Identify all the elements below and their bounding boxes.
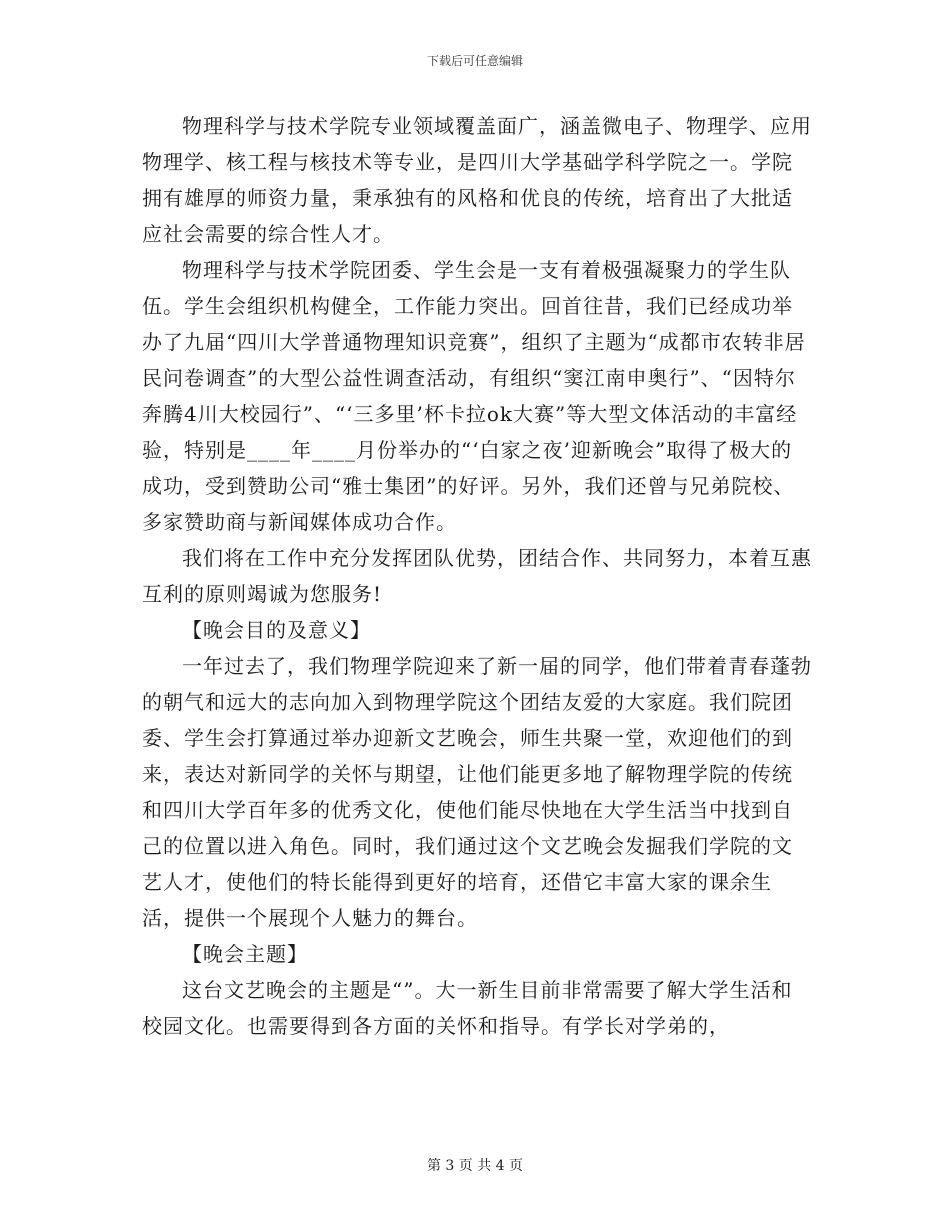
paragraph-student-union: 物理科学与技术学院团委、学生会是一支有着极强凝聚力的学生队伍。学生会组织机构健全，工作能力突出。回首往昔，我们已经成功举办了九届“四川大学普通物理知识竞赛”，组织了主题为“成都市农转非居民问卷调查”的大型公益性调查活动，有组织“窦江南申奥行”、“因特尔奔腾4川大校园行”、“‘三多里’杯卡拉ok大赛”等大型文体活动的丰富经验，特别是____年____月份举办的“‘白家之夜’迎新晚会”取得了极大的成功，受到赞助公司“雅士集团”的好评。另外，我们还曾与兄弟院校、多家赞助商与新闻媒体成功合作。 [142, 258, 806, 534]
page-header: 下载后可任意编辑 [426, 54, 523, 68]
paragraph-college-intro: 物理科学与技术学院专业领域覆盖面广，涵盖微电子、物理学、应用物理学、核工程与核技术等专业，是四川大学基础学科学院之一。学院拥有雄厚的师资力量，秉承独有的风格和优良的传统，培育出了大批适应社会需要的综合性人才。 [142, 114, 812, 246]
paragraph-service-pledge: 我们将在工作中充分发挥团队优势，团结合作、共同努力，本着互惠互利的原则竭诚为您服务! [142, 546, 812, 606]
document-body [142, 108, 812, 1044]
paragraph-theme: 这台文艺晚会的主题是“”。大一新生目前非常需要了解大学生活和校园文化。也需要得到各方面的关怀和指导。有学长对学弟的， [142, 978, 793, 1038]
section-heading-theme: 【晚会主题】 [182, 942, 308, 966]
page-number-footer: 第 3 页 共 4 页 [426, 1158, 524, 1174]
section-heading-purpose: 【晚会目的及意义】 [182, 618, 371, 642]
paragraph-purpose: 一年过去了，我们物理学院迎来了新一届的同学，他们带着青春蓬勃的朝气和远大的志向加入到物理学院这个团结友爱的大家庭。我们院团委、学生会打算通过举办迎新文艺晚会，师生共聚一堂，欢迎他们的到来，表达对新同学的关怀与期望，让他们能更多地了解物理学院的传统和四川大学百年多的优秀文化，使他们能尽快地在大学生活当中找到自己的位置以进入角色。同时，我们通过这个文艺晚会发掘我们学院的文艺人才，使他们的特长能得到更好的培育，还借它丰富大家的课余生活，提供一个展现个人魅力的舞台。 [142, 654, 812, 930]
